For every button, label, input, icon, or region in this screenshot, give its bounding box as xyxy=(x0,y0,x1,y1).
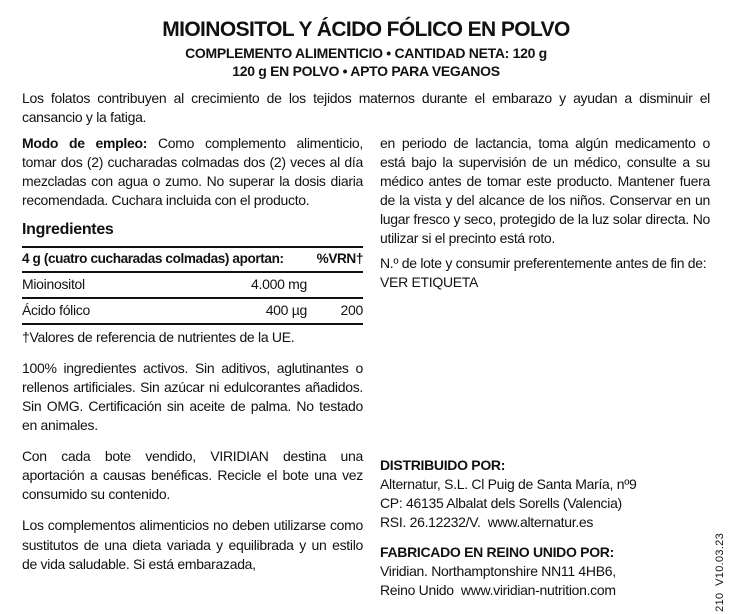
distributor-address-line: RSI. 26.12232/V. www.alternatur.es xyxy=(380,513,594,530)
table-footnote: †Valores de referencia de nutrientes de la UE. xyxy=(22,329,295,346)
distributor-block xyxy=(380,456,710,532)
table-row xyxy=(22,273,363,299)
batch-version-code: 210 V10.03.23 xyxy=(714,533,727,612)
two-column-body xyxy=(22,134,710,600)
table-header-vrn: %VRN† xyxy=(316,250,363,266)
disclaimer-paragraph-right: en periodo de lactancia, toma algún medicamento o está bajo la supervisión de un médico, consulte a su médico antes de tomar este producto. Mantener fuera de la vista y del alcance de los niños. Conservar en un lugar fresco y seco, protegido de la luz solar directa. No utilizar si el precinto está roto. xyxy=(380,134,710,246)
lot-text: N.º de lote y consumir preferentemente antes de fin de: xyxy=(380,254,707,271)
product-subtitle-2: 120 g EN POLVO • APTO PARA VEGANOS xyxy=(232,62,500,79)
product-title: MIOINOSITOL Y ÁCIDO FÓLICO EN POLVO xyxy=(162,18,570,41)
usage-paragraph xyxy=(22,134,363,210)
distributor-address-line: CP: 46135 Albalat dels Sorells (Valencia) xyxy=(380,494,622,511)
lot-block xyxy=(380,254,710,292)
usage-heading: Modo de empleo: xyxy=(22,134,148,151)
lot-value: VER ETIQUETA xyxy=(380,274,479,291)
product-subtitle-1: COMPLEMENTO ALIMENTICIO • CANTIDAD NETA: 120 g xyxy=(185,45,547,62)
usage-text: Como complemento alimenticio, tomar dos (2) cucharadas colmadas dos (2) veces al día mezcladas con agua o zumo. No superar la dosis diaria recomendada. Cuchara incluida con el producto. xyxy=(22,134,363,208)
distributor-address-line: Alternatur, S.L. Cl Puig de Santa María, nº9 xyxy=(380,475,637,492)
clean-label-paragraph: 100% ingredientes activos. Sin aditivos, aglutinantes o rellenos artificiales. Sin azúcar ni edulcorantes añadidos. Sin OMG. Certificación sin aceite de palma. No testado en animales. xyxy=(22,360,363,434)
left-column xyxy=(22,134,363,600)
table-header-serving: 4 g (cuatro cucharadas colmadas) aportan: xyxy=(22,250,284,266)
table-header-row xyxy=(22,248,363,273)
intro-claim: Los folatos contribuyen al crecimiento de los tejidos maternos durante el embarazo y ayudan a disminuir el cansancio y la fatiga. xyxy=(22,89,710,125)
label-header xyxy=(22,18,710,80)
ingredients-heading: Ingredientes xyxy=(22,220,114,238)
nutrient-vrn: 200 xyxy=(340,302,363,319)
table-row xyxy=(22,299,363,325)
nutrient-amount: 400 µg xyxy=(265,302,307,319)
nutrient-name: Ácido fólico xyxy=(22,302,90,319)
charity-paragraph: Con cada bote vendido, VIRIDIAN destina una aportación a causas benéficas. Recicle el bote una vez consumido su contenido. xyxy=(22,448,363,503)
nutrient-amount: 4.000 mg xyxy=(251,276,307,293)
manufacturer-block xyxy=(380,543,710,600)
nutrient-name: Mioinositol xyxy=(22,276,85,293)
right-column xyxy=(380,134,710,600)
nutrition-table xyxy=(22,246,363,326)
distributor-heading: DISTRIBUIDO POR: xyxy=(380,456,506,473)
manufacturer-heading: FABRICADO EN REINO UNIDO POR: xyxy=(380,543,614,560)
contacts-block xyxy=(380,456,710,600)
disclaimer-paragraph-left: Los complementos alimenticios no deben utilizarse como sustitutos de una dieta variada y equilibrada y un estilo de vida saludable. Si está embarazada, xyxy=(22,517,363,572)
manufacturer-address-line: Viridian. Northamptonshire NN11 4HB6, xyxy=(380,562,616,579)
manufacturer-address-line: Reino Unido www.viridian-nutrition.com xyxy=(380,581,616,598)
